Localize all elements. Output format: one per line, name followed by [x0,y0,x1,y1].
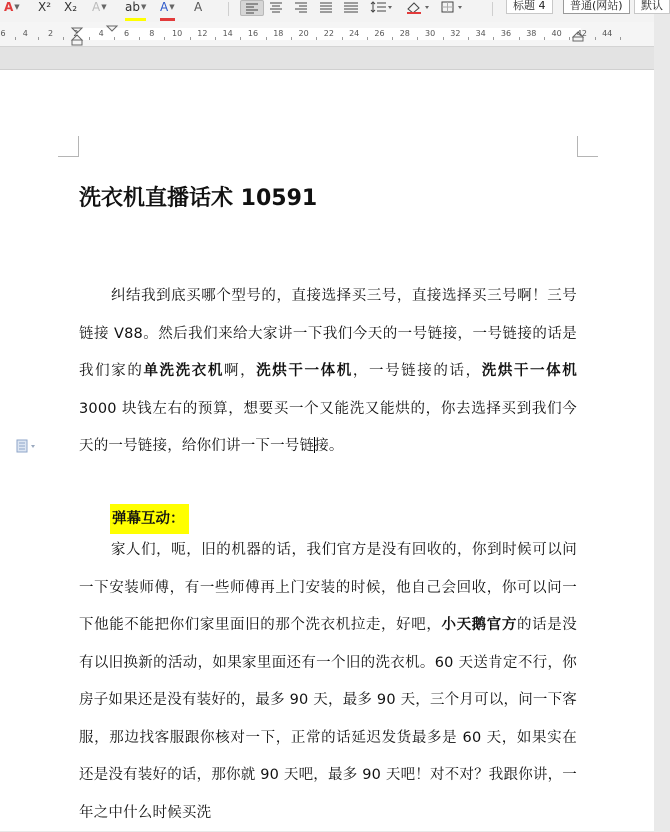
p1-text: 纠结我到底买哪个型号的，直接选择买三号，直接选择买三号啊！三号链接 V88。然后我们来给大家讲一下我们今天的一号链接，一号链接的话是我们家的 [79,288,577,379]
ruler-tick [443,37,444,40]
ruler-tick [620,37,621,40]
ruler-number: 28 [399,29,410,38]
p2-text: 的话是没有以旧换新的活动，如果家里面还有一个旧的洗衣机。60 天送肯定不行，你房子如果还是没有装好的，最多 90 天，最多 90 天，三个月可以，问一下客服，那边找客服跟你核对一下，正常的话延迟发货最多是 60 天，如果实在还是没有装好的话，那你就 90 天吧，最多 90 天吧！对不对？我跟你讲，一年之中什么时候买洗 [79,617,577,821]
danmaku-heading[interactable]: 弹幕互动： [110,504,189,534]
justify-icon[interactable] [315,0,337,14]
ruler-tick [240,37,241,40]
ruler-tick [114,37,115,40]
ruler-number: 14 [222,29,233,38]
ruler-number: 6 [0,29,6,38]
distributed-align-icon[interactable] [340,0,362,14]
ruler-number: 32 [450,29,461,38]
formatting-toolbar [0,0,663,23]
highlight-icon[interactable] [125,0,146,21]
ruler-number: 30 [425,29,436,38]
ruler-number: 2 [48,29,54,38]
horizontal-ruler[interactable] [0,22,654,47]
ruler-number: 26 [374,29,385,38]
ruler-tick [595,37,596,40]
ruler-tick [15,37,16,40]
paragraph-1[interactable] [79,278,577,466]
font-color-icon[interactable] [160,0,175,21]
paragraph-2[interactable] [79,532,577,832]
p1-text: 接。 [314,438,344,454]
shading-icon[interactable] [404,0,432,14]
p1-bold-1: 单洗洗衣机 [143,363,224,379]
ruler-tick [139,37,140,40]
highlight-glyph: ab [125,0,140,14]
ruler-tick [493,37,494,40]
ruler-tick [544,37,545,40]
ruler-number: 20 [298,29,309,38]
ruler-number: 34 [475,29,486,38]
ruler-tick [468,37,469,40]
ruler-number: 12 [197,29,208,38]
ruler-number: 8 [149,29,155,38]
ruler-number: 22 [323,29,334,38]
p2-bold: 小天鹅官方 [441,617,517,633]
ruler-tick [63,37,64,40]
ruler-tick [417,37,418,40]
ruler-tick [89,37,90,40]
ruler-tick [569,37,570,40]
ruler-number: 18 [273,29,284,38]
ruler-tick [164,37,165,40]
style-heading4[interactable]: 标题 4 [506,0,553,14]
chevron-down-icon: ▼ [101,3,107,11]
font-color-glyph: A [160,0,169,14]
style-normal-web[interactable]: 普通(网站) [563,0,630,14]
ruler-tick [215,37,216,40]
clear-format-glyph: A [92,0,101,14]
document-page[interactable] [0,69,654,831]
ruler-number: 44 [602,29,613,38]
text-effect-icon[interactable] [4,0,20,18]
paragraph-options-icon[interactable] [16,439,38,453]
p1-bold-2: 洗烘干一体机 [256,363,353,379]
ruler-tick [392,37,393,40]
subscript-icon[interactable]: X₂ [64,0,78,14]
document-title[interactable]: 洗衣机直播话术 10591 [79,186,318,211]
ruler-tick [342,37,343,40]
ruler-number: 42 [576,29,587,38]
ruler-tick [190,37,191,40]
char-shading-icon[interactable]: A [194,0,203,14]
p2-text: 家人们，呃，旧的机器的话，我们官方是没有回收的，你到时候可以问一下安装师傅，有一些师傅再上门安装的时候，他自己会回收，你可以问一下他能不能把你们家里面旧的那个洗衣机拉走，好吧， [79,542,577,633]
ruler-number: 16 [247,29,259,38]
margin-corner-top-left [58,136,79,157]
text-effect-glyph: A [4,0,14,14]
ruler-number: 4 [98,29,104,38]
toolbar-divider [228,2,229,16]
p1-text: ，一号链接的话， [352,363,482,379]
ruler-tick [291,37,292,40]
ruler-tick [316,37,317,40]
chevron-down-icon: ▼ [14,3,20,11]
margin-corner-top-right [577,136,598,157]
chevron-down-icon: ▼ [169,3,175,11]
p1-text: 3000 块钱左右的预算，想要买一个又能洗又能烘的，你去选择买到我们今天的一号链接，给你们讲一下一号链 [79,400,577,454]
ruler-tick [519,37,520,40]
ruler-number: 40 [551,29,562,38]
ruler-number: 6 [123,29,130,38]
line-spacing-icon[interactable] [368,0,394,14]
superscript-icon[interactable]: X² [38,0,52,14]
style-default[interactable]: 默认 [634,0,670,14]
ruler-number: 38 [526,29,537,38]
clear-format-icon[interactable] [92,0,107,18]
align-right-icon[interactable] [290,0,312,14]
p1-text: 啊， [223,363,257,379]
align-center-icon[interactable] [265,0,287,14]
ruler-number: 24 [349,29,360,38]
ruler-number: 10 [172,29,183,38]
first-line-indent-icon[interactable] [107,26,119,34]
align-left-icon[interactable] [240,0,264,16]
border-icon[interactable] [438,0,466,14]
ruler-number: 2 [73,29,79,38]
ruler-tick [367,37,368,40]
document-gutter [0,47,654,69]
p1-bold-3: 洗烘干一体机 [481,363,577,379]
chevron-down-icon: ▼ [140,3,147,11]
ruler-tick [266,37,267,40]
ruler-tick [38,37,39,40]
ruler-number: 4 [22,29,28,38]
ruler-number: 36 [500,29,512,38]
toolbar-divider [492,2,493,16]
